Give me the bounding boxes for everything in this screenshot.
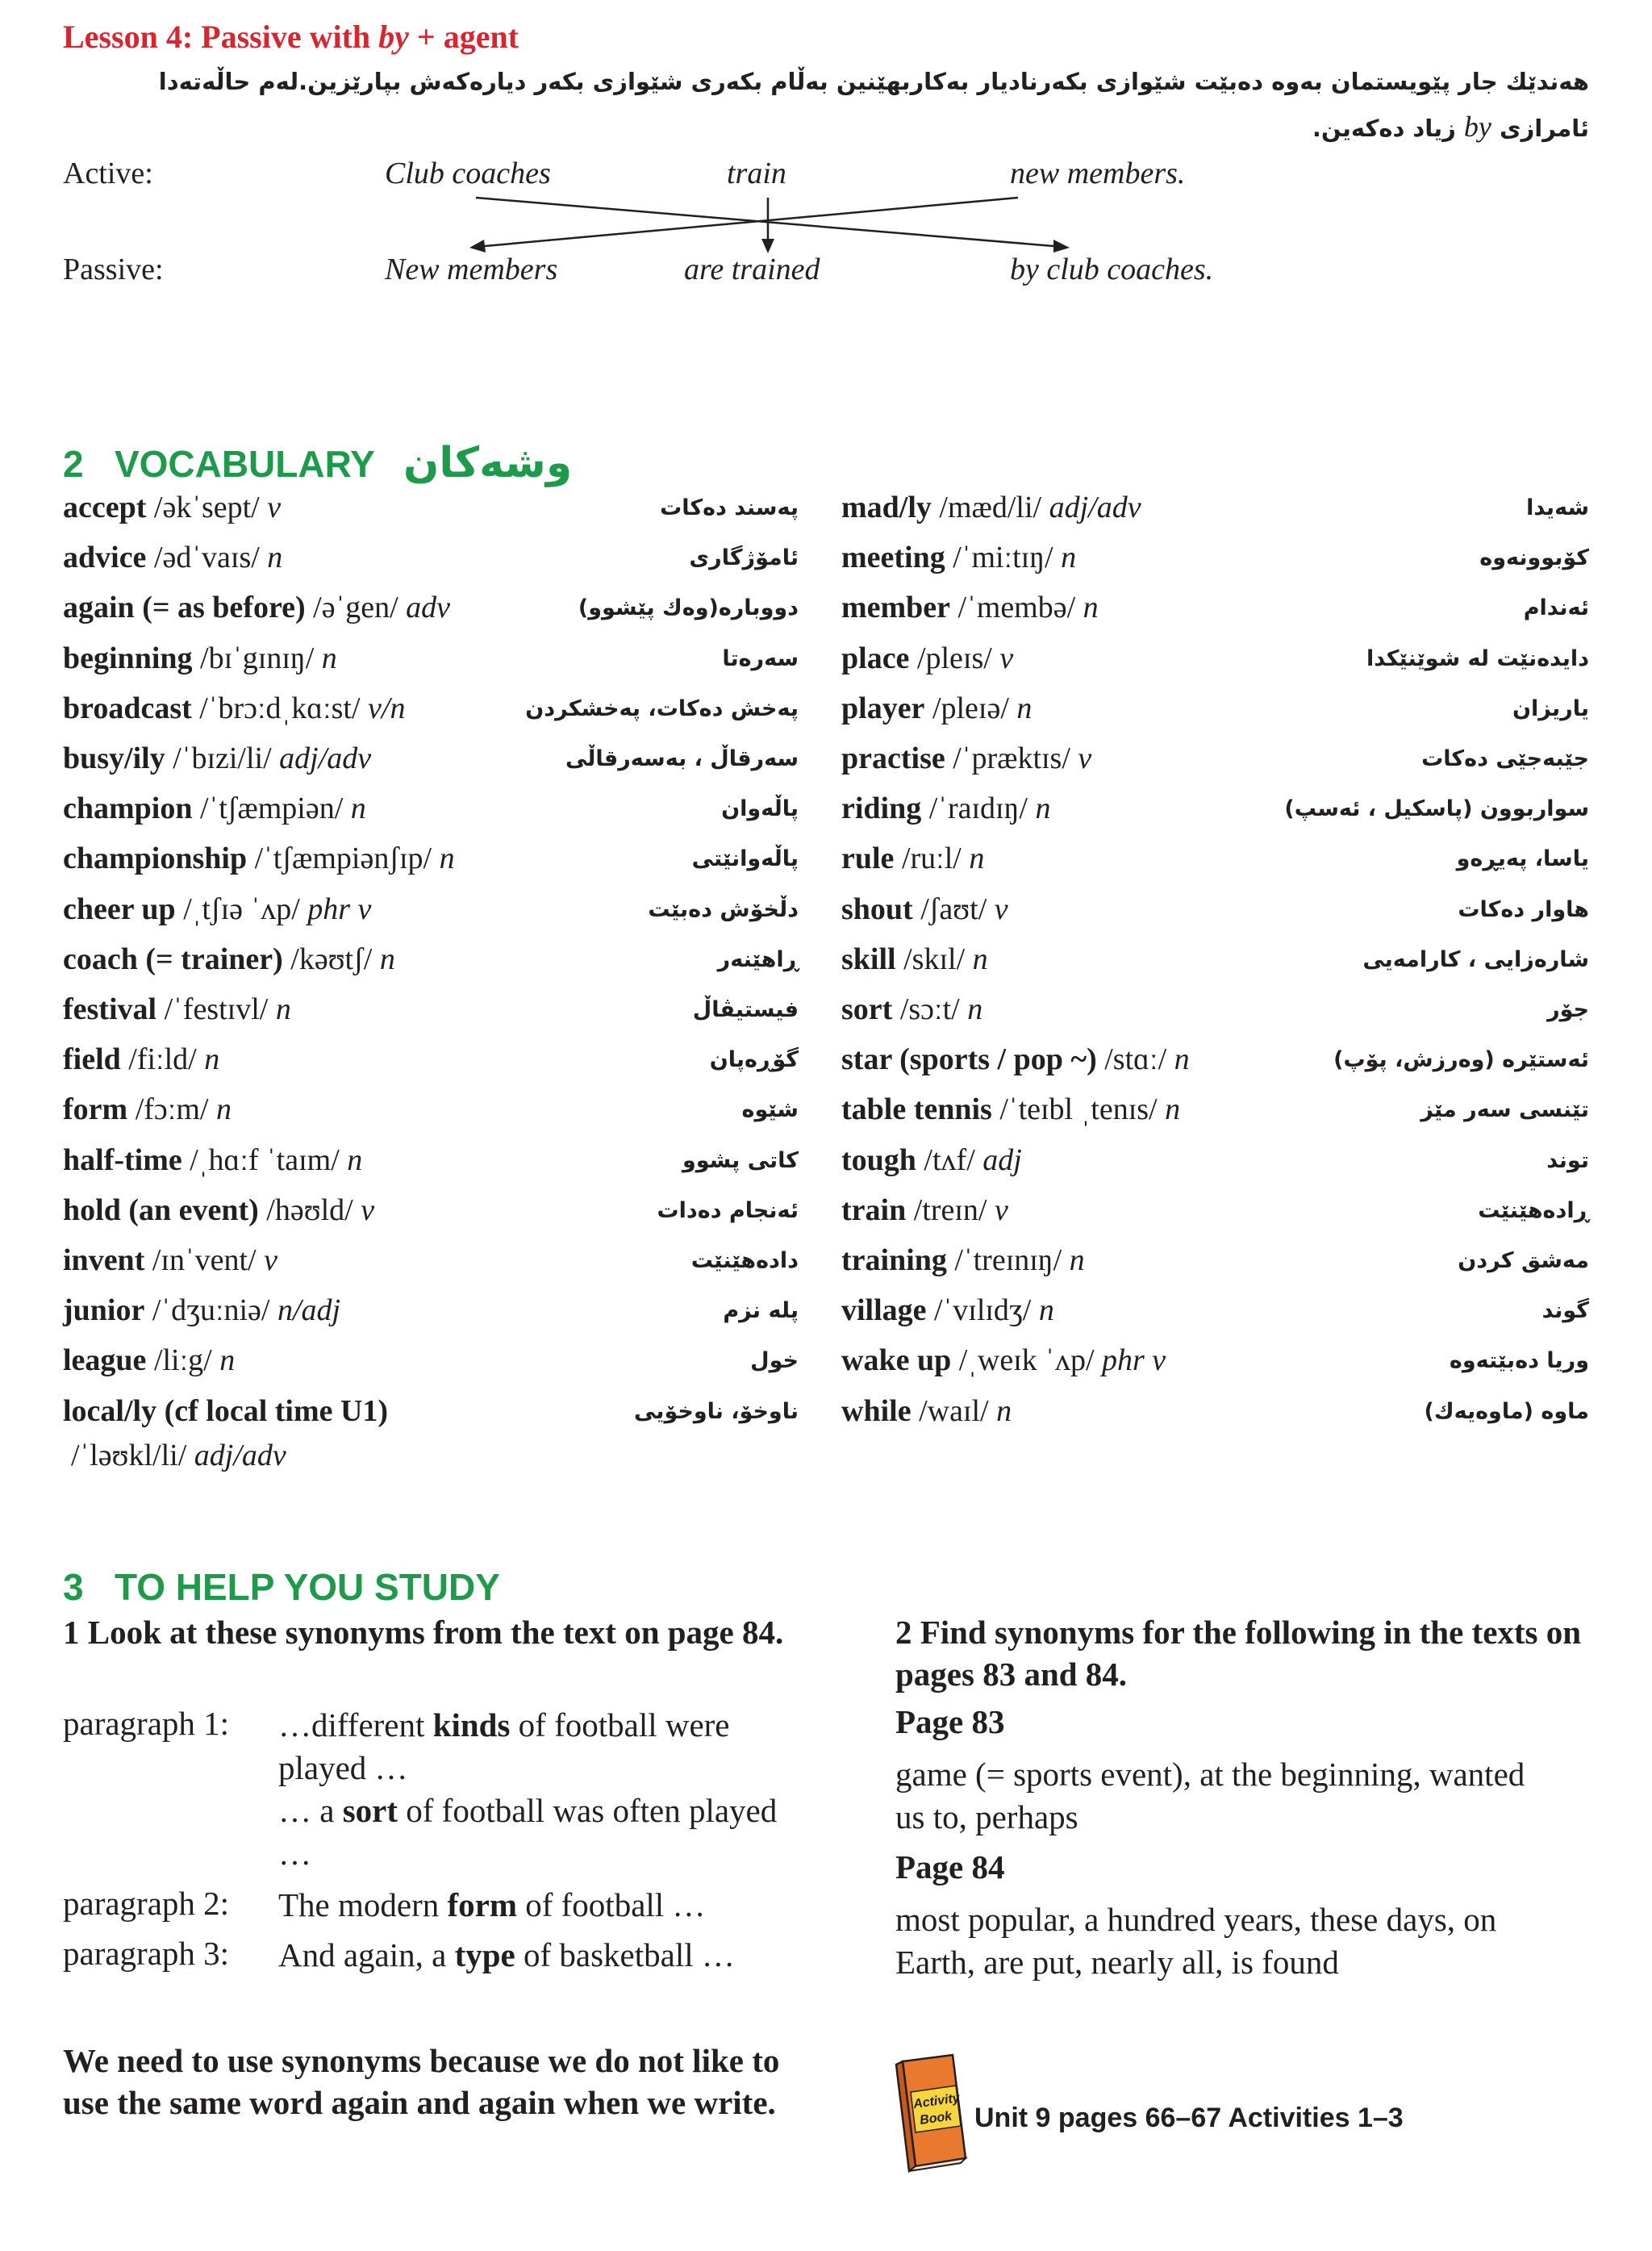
p1-2-text-a: … a (278, 1792, 343, 1829)
vocab-entry (63, 487, 799, 537)
p1-text-a: …different (278, 1706, 433, 1744)
vocab-english (63, 1391, 388, 1431)
vocab-kurdish: ئەندام (1523, 595, 1589, 620)
vocab-entry (841, 638, 1589, 688)
vocab-pronunciation: /ədˈvaɪs/ (146, 541, 268, 574)
vocab-kurdish: ناوخۆ، ناوخۆیی (633, 1399, 799, 1424)
vocab-english (841, 1340, 1166, 1380)
kurdish-note-line-1: هەندێك جار پێویستمان بەوە دەبێت شێوازی بکەرنادیار بەکاربهێنین بەڵام بکەری شێوازی بکەر دیارەکەش بپارێزین.لەم حاڵەتەدا (158, 68, 1589, 95)
vocab-part-of-speech: n (1083, 591, 1099, 624)
passive-label: Passive: (63, 253, 164, 286)
vocab-part-of-speech: adj/adv (279, 741, 372, 775)
synonym-kinds: kinds (432, 1706, 511, 1744)
vocab-kurdish: کاتی پشوو (682, 1148, 799, 1173)
vocab-kurdish: یاسا، پەیڕەو (1456, 846, 1589, 871)
vocab-pronunciation: /ˈbɪzi/li/ (165, 741, 280, 775)
vocab-pronunciation: /ˈvɪlɪdʒ/ (926, 1293, 1039, 1327)
vocab-english (841, 788, 1050, 829)
vocab-word: junior (63, 1293, 145, 1327)
vocab-english (841, 537, 1076, 578)
vocab-part-of-speech: n (967, 992, 983, 1026)
vocab-english (63, 1089, 232, 1130)
vocab-word: village (841, 1293, 927, 1327)
vocab-part-of-speech: n (972, 942, 988, 976)
vocab-kurdish: دووبارە(وەك پێشوو) (578, 595, 799, 620)
vocab-part-of-speech: n (1035, 791, 1051, 825)
activity-book-icon (891, 2053, 972, 2182)
synonym-sort: sort (342, 1792, 398, 1829)
paragraph-3-example (278, 1934, 735, 1977)
activity-book-reference: Unit 9 pages 66–67 Activities 1–3 (974, 2103, 1404, 2133)
vocab-english (63, 1140, 362, 1180)
vocab-pronunciation: /liːg/ (146, 1343, 220, 1377)
synonym-form: form (447, 1886, 517, 1923)
vocab-kurdish: ڕادەهێنێت (1478, 1198, 1589, 1223)
vocab-pronunciation: /ˈpræktɪs/ (945, 741, 1078, 775)
vocab-pronunciation: /ˈraɪdɪŋ/ (921, 791, 1036, 825)
vocab-entry (63, 1240, 799, 1290)
vocab-english (841, 989, 982, 1029)
vocab-word: championship (63, 842, 248, 875)
vocab-kurdish: شێوە (741, 1097, 799, 1122)
page-84-words: most popular, a hundred years, these days, on Earth, are put, nearly all, is found (895, 1901, 1497, 1981)
vocab-english (841, 1290, 1054, 1330)
vocab-pronunciation: /ˌtʃɪə ˈʌp/ (175, 892, 308, 926)
vocab-kurdish: گوند (1541, 1298, 1589, 1323)
vocab-word: train (841, 1193, 907, 1227)
p1-text-c: of football were played … (278, 1706, 730, 1786)
vocab-kurdish: ئامۆژگاری (689, 545, 799, 570)
vocab-part-of-speech: v (361, 1193, 375, 1227)
vocab-word: shout (841, 892, 913, 926)
kurdish-note-by: by (1463, 111, 1491, 143)
vocab-entry (841, 989, 1589, 1039)
vocab-pronunciation: /ˈteɪbl ˌtenɪs/ (991, 1092, 1166, 1126)
vocab-part-of-speech: v (999, 641, 1014, 675)
passive-subject: New members (385, 253, 558, 286)
vocab-part-of-speech: phr v (307, 892, 372, 926)
paragraph-1-example-2 (278, 1790, 795, 1875)
vocab-word: broadcast (63, 691, 192, 725)
vocab-word: festival (63, 992, 157, 1026)
vocab-part-of-speech: n/adj (277, 1293, 341, 1327)
lesson-title-prefix: Lesson 4: Passive with (63, 19, 379, 55)
vocab-pronunciation: /sɔːt/ (892, 992, 968, 1026)
vocab-pronunciation: /ˈfestɪvl/ (156, 992, 276, 1026)
vocab-pronunciation: /ˈbrɔːdˌkɑːst/ (191, 691, 369, 725)
exercise-2-instruction: 2 Find synonyms for the following in the texts on pages 83 and 84. (895, 1614, 1582, 1693)
activity-book-label-1: Activity (912, 2091, 961, 2111)
paragraph-1-example-1 (278, 1704, 795, 1790)
vocab-pronunciation: /ˌhɑːf ˈtaɪm/ (181, 1143, 348, 1177)
passive-agent: by club coaches. (1010, 253, 1214, 286)
vocab-entry (63, 638, 799, 688)
vocab-word: advice (63, 541, 147, 574)
arrowhead-left (469, 240, 486, 253)
vocab-kurdish: کۆبوونەوە (1479, 545, 1589, 570)
vocab-english (841, 1140, 1022, 1180)
vocab-kurdish: تێنسی سەر مێز (1420, 1097, 1589, 1122)
vocab-entry (63, 1140, 799, 1190)
vocab-entry (841, 1290, 1589, 1340)
vocab-english (63, 638, 337, 679)
vocab-word: sort (841, 992, 893, 1026)
p2-text-c: of football … (517, 1886, 706, 1923)
passive-verb: are trained (684, 253, 820, 286)
vocab-kurdish: هاوار دەکات (1458, 897, 1589, 922)
vocab-word: while (841, 1394, 912, 1428)
vocab-entry (63, 939, 799, 989)
vocab-english (63, 939, 395, 979)
vocab-word: star (sports / pop ~) (841, 1042, 1097, 1076)
vocab-pronunciation: /mæd/li/ (931, 491, 1049, 524)
vocab-part-of-speech: phr v (1102, 1343, 1166, 1377)
vocab-word: accept (63, 491, 147, 524)
vocab-english (841, 838, 984, 879)
vocab-pronunciation: /ˈdʒuːniə/ (144, 1293, 277, 1327)
study-number: 3 (63, 1566, 84, 1608)
page-83-words: game (= sports event), at the beginning, wanted us to, perhaps (895, 1756, 1525, 1835)
vocab-pronunciation: /ˌweɪk ˈʌp/ (951, 1343, 1103, 1377)
vocab-kurdish: پاڵەوان (721, 796, 799, 821)
vocab-pronunciation: /kəʊtʃ/ (282, 942, 380, 976)
vocab-entry (841, 487, 1589, 537)
vocab-entry (63, 989, 799, 1039)
vocab-pronunciation: /stɑː/ (1096, 1042, 1174, 1076)
vocab-word: tough (841, 1143, 916, 1177)
vocab-kurdish: پاڵەوانێتی (691, 846, 799, 871)
vocab-part-of-speech: n (275, 992, 291, 1026)
vocab-english (63, 1039, 219, 1080)
vocab-english (63, 1290, 340, 1330)
vocab-word: rule (841, 842, 895, 875)
vocab-word: riding (841, 791, 922, 825)
vocab-word: coach (= trainer) (63, 942, 283, 976)
vocab-entry (63, 1290, 799, 1340)
vocab-word: member (841, 591, 951, 624)
transformation-arrows (0, 0, 1652, 274)
vocab-kurdish: دایدەنێت لە شوێنێکدا (1366, 646, 1589, 671)
vocab-part-of-speech: n (439, 842, 455, 875)
vocab-english (63, 1240, 277, 1280)
vocab-pronunciation: /ʃaʊt/ (912, 892, 995, 926)
vocab-entry (841, 1089, 1589, 1139)
vocab-entry (841, 1039, 1589, 1089)
p2-text-a: The modern (278, 1886, 448, 1923)
page-83-heading: Page 83 (895, 1703, 1005, 1740)
vocab-part-of-speech: n (219, 1343, 236, 1377)
vocab-kurdish: دادەهێنێت (690, 1248, 799, 1273)
vocab-entry (841, 939, 1589, 989)
vocab-part-of-speech: v (267, 491, 282, 524)
vocab-entry (841, 688, 1589, 738)
vocab-kurdish: ڕاهێنەر (717, 947, 799, 972)
kurdish-note-part-b: زیاد دەکەین. (1312, 115, 1456, 142)
vocab-entry (63, 1039, 799, 1089)
vocab-part-of-speech: n (321, 641, 337, 675)
vocab-pronunciation: /əˈgen/ (305, 591, 407, 624)
p1-2-text-c: of football was often played … (278, 1792, 778, 1872)
vocab-local-pron: /ˈləʊkl/li/ (71, 1439, 194, 1472)
p3-text-a: And again, a (278, 1936, 455, 1973)
vocab-english (841, 1240, 1085, 1280)
vocab-entry (63, 537, 799, 587)
study-title: TO HELP YOU STUDY (114, 1566, 500, 1608)
vocab-kurdish: پەسند دەکات (660, 495, 799, 520)
vocab-part-of-speech: n (1016, 691, 1032, 725)
vocab-part-of-speech: n (347, 1143, 363, 1177)
vocab-pronunciation: /treɪn/ (906, 1193, 995, 1227)
vocab-entry (63, 838, 799, 888)
vocab-entry (841, 738, 1589, 788)
vocab-word: half-time (63, 1143, 182, 1177)
vocab-english (63, 1340, 235, 1380)
vocab-entry (841, 838, 1589, 888)
paragraph-2-label: paragraph 2: (63, 1885, 230, 1922)
vocab-pronunciation: /ɪnˈvent/ (144, 1243, 265, 1277)
vocab-entry (63, 1089, 799, 1139)
vocab-kurdish: سواربوون (پاسکیل ، ئەسپ) (1284, 796, 1589, 821)
vocab-entry (63, 788, 799, 838)
exercise-1-instruction: 1 Look at these synonyms from the text on page 84. (63, 1614, 784, 1651)
vocab-english (63, 788, 366, 829)
vocab-kurdish: یاریزان (1512, 696, 1589, 721)
vocab-word: mad/ly (841, 491, 932, 524)
vocab-kurdish: جێبەجێی دەکات (1421, 746, 1589, 771)
vocab-entry (63, 1340, 799, 1390)
vocab-pronunciation: /waɪl/ (911, 1394, 997, 1428)
vocab-entry (841, 1340, 1589, 1390)
vocab-kurdish: جۆر (1547, 997, 1589, 1022)
synonym-type: type (454, 1936, 515, 1973)
vocab-part-of-speech: adj/adv (1049, 491, 1141, 524)
vocab-kurdish: شەیدا (1526, 495, 1589, 520)
vocab-pronunciation: /ˈmembə/ (950, 591, 1083, 624)
vocab-pronunciation: /fiːld/ (120, 1042, 205, 1076)
study-heading (63, 1565, 500, 1609)
page-84-heading: Page 84 (895, 1848, 1005, 1886)
vocab-pronunciation: /fɔːm/ (127, 1092, 216, 1126)
vocab-part-of-speech: n (996, 1394, 1012, 1428)
vocab-word: again (= as before) (63, 591, 306, 624)
vocab-part-of-speech: adj (982, 1143, 1022, 1177)
vocab-part-of-speech: n (350, 791, 366, 825)
vocab-word: cheer up (63, 892, 176, 926)
vocab-kurdish: خول (750, 1348, 799, 1373)
vocab-word: table tennis (841, 1092, 992, 1126)
vocab-part-of-speech: v (1078, 741, 1092, 775)
kurdish-note-part-a: ئامرازی (1500, 115, 1589, 142)
vocab-word: local/ly (cf local time U1) (63, 1394, 389, 1428)
vocabulary-heading (63, 442, 375, 486)
vocab-kurdish: وریا دەبێتەوە (1449, 1348, 1589, 1373)
vocab-local-pos: adj/adv (194, 1439, 286, 1472)
vocab-word: wake up (841, 1343, 952, 1377)
vocab-entry (841, 587, 1589, 637)
paragraph-3-label: paragraph 3: (63, 1935, 230, 1972)
vocab-word: busy/ily (63, 741, 165, 775)
vocab-entry (841, 889, 1589, 939)
vocab-entry (63, 889, 799, 939)
vocab-part-of-speech: n (969, 842, 985, 875)
vocab-english (841, 1039, 1190, 1080)
vocab-entry (63, 587, 799, 637)
vocab-word: league (63, 1343, 147, 1377)
vocab-word: place (841, 641, 910, 675)
vocab-pronunciation: /ˈmiːtɪŋ/ (945, 541, 1062, 574)
vocab-english (841, 1089, 1180, 1130)
vocab-part-of-speech: n (1165, 1092, 1181, 1126)
arrowhead-right (1053, 240, 1070, 253)
vocab-english (841, 1190, 1008, 1230)
paragraph-2-example (278, 1884, 705, 1927)
vocab-local-pronunciation (71, 1438, 286, 1473)
vocab-kurdish: ئەنجام دەدات (657, 1198, 799, 1223)
vocab-entry (841, 1240, 1589, 1290)
vocab-word: beginning (63, 641, 193, 675)
vocab-kurdish: ئەستێرە (وەرزش، پۆپ) (1333, 1047, 1589, 1072)
vocab-english (63, 989, 291, 1029)
vocab-english (63, 487, 281, 528)
vocab-kurdish: توند (1546, 1148, 1589, 1173)
vocab-entry (841, 1140, 1589, 1190)
vocab-part-of-speech: n (1174, 1042, 1190, 1076)
active-object: new members. (1010, 157, 1186, 190)
vocab-part-of-speech: n (267, 541, 283, 574)
vocab-pronunciation: /əkˈsept/ (146, 491, 268, 524)
active-verb: train (727, 157, 786, 190)
vocab-word: skill (841, 942, 896, 976)
lesson-title-suffix: + agent (408, 19, 519, 55)
vocab-part-of-speech: n (1069, 1243, 1085, 1277)
synonyms-note: We need to use synonyms because we do not like to use the same word again and again when we write. (63, 2042, 780, 2121)
vocab-word: training (841, 1243, 947, 1277)
vocabulary-number: 2 (63, 443, 84, 485)
activity-book-label-2: Book (919, 2109, 953, 2128)
vocab-kurdish: پەخش دەکات، پەخشکردن (525, 696, 799, 721)
vocab-pronunciation: /həʊld/ (258, 1193, 361, 1227)
vocab-word: invent (63, 1243, 145, 1277)
vocab-part-of-speech: n (204, 1042, 220, 1076)
vocab-word: meeting (841, 541, 945, 574)
vocab-part-of-speech: n (379, 942, 395, 976)
vocab-english (63, 537, 282, 578)
vocab-kurdish: ماوە (ماوەیەك) (1424, 1399, 1589, 1424)
vocab-part-of-speech: n (1038, 1293, 1054, 1327)
vocab-english (63, 889, 371, 929)
vocab-entry (63, 738, 799, 788)
vocab-part-of-speech: v/n (368, 691, 406, 725)
vocab-english (841, 1391, 1012, 1431)
vocab-part-of-speech: v (264, 1243, 277, 1277)
vocab-word: practise (841, 741, 945, 775)
vocab-english (841, 889, 1008, 929)
vocab-part-of-speech: n (1061, 541, 1077, 574)
lesson-title-by: by (378, 19, 409, 55)
vocabulary-title: VOCABULARY (114, 443, 375, 485)
vocab-pronunciation: /ruːl/ (894, 842, 970, 875)
vocab-entry (841, 1391, 1589, 1441)
vocab-english (841, 587, 1099, 628)
vocab-pronunciation: /skɪl/ (895, 942, 973, 976)
vocab-kurdish: سەرقاڵ ، بەسەرقاڵی (565, 746, 799, 771)
vocab-pronunciation: /pleɪs/ (909, 641, 1000, 675)
active-label: Active: (63, 157, 153, 190)
vocab-english (63, 587, 450, 628)
vocab-entry (841, 1190, 1589, 1240)
vocab-part-of-speech: v (994, 1193, 1008, 1227)
vocab-kurdish: شارەزایی ، کارامەیی (1362, 947, 1589, 972)
vocab-pronunciation: /ˈtreɪnɪŋ/ (946, 1243, 1070, 1277)
vocab-english (841, 688, 1032, 729)
vocab-part-of-speech: v (994, 892, 1008, 926)
vocab-pronunciation: /pleɪə/ (924, 691, 1017, 725)
vocab-word: champion (63, 791, 193, 825)
vocab-english (841, 638, 1013, 679)
vocab-pronunciation: /bɪˈgɪnɪŋ/ (192, 641, 322, 675)
vocab-english (63, 838, 455, 879)
vocab-kurdish: فیستیڤاڵ (692, 997, 799, 1022)
vocab-pronunciation: /ˈtʃæmpiən/ (192, 791, 351, 825)
active-subject: Club coaches (385, 157, 551, 190)
vocab-entry (63, 688, 799, 738)
vocab-english (63, 1190, 374, 1230)
vocab-pronunciation: /ˈtʃæmpiənʃɪp/ (247, 842, 440, 875)
vocab-word: field (63, 1042, 121, 1076)
vocab-english (63, 688, 405, 729)
vocab-kurdish: گۆڕەپان (709, 1047, 799, 1072)
vocab-word: form (63, 1092, 128, 1126)
vocab-kurdish: دڵخۆش دەبێت (648, 897, 799, 922)
vocab-kurdish: سەرەتا (722, 646, 799, 671)
p3-text-c: of basketball … (515, 1936, 735, 1973)
vocab-kurdish: پلە نزم (723, 1298, 799, 1323)
vocab-entry (841, 537, 1589, 587)
vocab-kurdish: مەشق کردن (1458, 1248, 1589, 1273)
vocab-english (63, 738, 371, 779)
vocab-word: hold (an event) (63, 1193, 259, 1227)
vocab-word: player (841, 691, 925, 725)
vocab-entry (841, 788, 1589, 838)
vocab-english (841, 939, 988, 979)
vocab-english (841, 738, 1091, 779)
vocab-english (841, 487, 1141, 528)
vocab-part-of-speech: adv (406, 591, 451, 624)
vocab-entry (63, 1391, 799, 1441)
vocabulary-title-kurdish: وشەکان (403, 439, 573, 487)
paragraph-1-label: paragraph 1: (63, 1705, 230, 1742)
vocab-pronunciation: /tʌf/ (916, 1143, 983, 1177)
vocab-part-of-speech: n (215, 1092, 232, 1126)
vocab-entry (63, 1190, 799, 1240)
